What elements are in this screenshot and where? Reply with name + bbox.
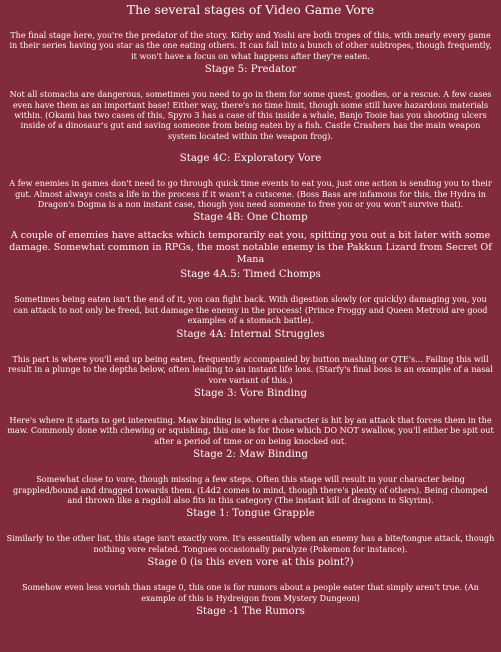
section-stage-0 bbox=[6, 533, 495, 569]
stage-heading: Stage 1: Tongue Grapple bbox=[186, 508, 315, 520]
section-description: Not all stomachs are dangerous, sometimes you need to go in them for some quest, goodies, or a rescue. A few cases even have them as an important base! Either way, there's no time limit, though some still have hazardous materials within. (Okami has two cases of this, Spyro 3 has a case of this inside a whale, Banjo Tooie has you shooting ulcers inside of a dinosaur's gut and saving someone from being eaten by a fish. Castle Crashers has the main weapon system located within the weapon frog). bbox=[9, 89, 492, 141]
section-description: Similarly to the other list, this stage isn't exactly vore. It's essentially when an enemy has a bite/tongue attack, though nothing vore related. Tongues occasionally paralyze (Pokemon for instance). bbox=[6, 533, 495, 554]
stage-heading: Stage 3: Vore Binding bbox=[194, 387, 307, 399]
stage-heading: Stage 2: Maw Binding bbox=[193, 449, 308, 461]
stage-heading: Stage 5: Predator bbox=[204, 64, 297, 76]
section-description: Here's where it starts to get interesting. Maw binding is where a character is hit by an attack that forces them in the maw. Commonly done with chewing or squishing, this one is for those which DO NOT swallow, you'll either be spit out after a period of time or on being knocked out. bbox=[7, 414, 494, 446]
stage-heading: Stage -1 The Rumors bbox=[196, 605, 305, 617]
section-stage-4c bbox=[6, 89, 495, 165]
section-stage-3 bbox=[6, 354, 495, 400]
section-stage-5 bbox=[6, 30, 495, 76]
section-description: Somewhat close to vore, though missing a few steps. Often this stage will result in your character being grappled/bound and dragged towards them. (L4d2 comes to mind, though there's plenty of others). Being chomped and thrown like a ragdoll also fits in this category (The instant kill of dragons in Skyrim). bbox=[13, 474, 488, 505]
stage-heading: Stage 4B: One Chomp bbox=[193, 212, 308, 224]
section-stage-4a5 bbox=[6, 230, 495, 281]
section-description: Somehow even less vorish than stage 0, this one is for rumors about a people eater that simply aren't true. (An example of this is Hydreigon from Mystery Dungeon) bbox=[22, 582, 479, 603]
stage-heading: Stage 4C: Exploratory Vore bbox=[179, 153, 322, 165]
section-stage-4b bbox=[6, 178, 495, 224]
section-description: A couple of enemies have attacks which temporarily eat you, spitting you out a bit later with some damage. Somewhat common in RPGs, the most notable enemy is the Pakkun Lizard from Secret Of Mana bbox=[9, 230, 492, 266]
section-stage-1 bbox=[6, 474, 495, 520]
stage-heading: Stage 4A: Internal Struggles bbox=[176, 328, 325, 340]
section-stage-2 bbox=[6, 415, 495, 461]
page-title: The several stages of Video Game Vore bbox=[126, 2, 375, 17]
stage-heading: Stage 0 (is this even vore at this point?) bbox=[147, 557, 354, 569]
section-stage-minus-1 bbox=[6, 582, 495, 618]
stage-heading: Stage 4A.5: Timed Chomps bbox=[180, 269, 321, 281]
section-description: Sometimes being eaten isn't the end of it, you can fight back. With digestion slowly (or quickly) damaging you, you can attack to not only be freed, but damage the enemy in the process! (Prince Froggy and Queen Metroid are good examples of a stomach battle). bbox=[13, 294, 488, 326]
section-description: This part is where you'll end up being eaten, frequently accompanied by button mashing or QTE's... Failing this will result in a plunge to the depths below, often leading to an instant life loss. (Starfy's final boss is an example of a nasal vore variant of this.) bbox=[8, 353, 493, 385]
section-stage-4a bbox=[6, 294, 495, 340]
section-description: A few enemies in games don't need to go through quick time events to eat you, just one action is sending you to their gut. Almost always costs a life in the process if it wasn't a cutscene. (Boss Bass are infamous for this, the Hydra in Dragon's Dogma is a non instant case, though you need someone to free you or you won't survive that). bbox=[9, 178, 492, 210]
section-description: The final stage here, you're the predator of the story. Kirby and Yoshi are both tropes of this, with nearly every game in their series having you star as the one eating others. It can fall into a bunch of other subtropes, though frequently, it won't have a focus on what happens after they're eaten. bbox=[9, 30, 492, 61]
